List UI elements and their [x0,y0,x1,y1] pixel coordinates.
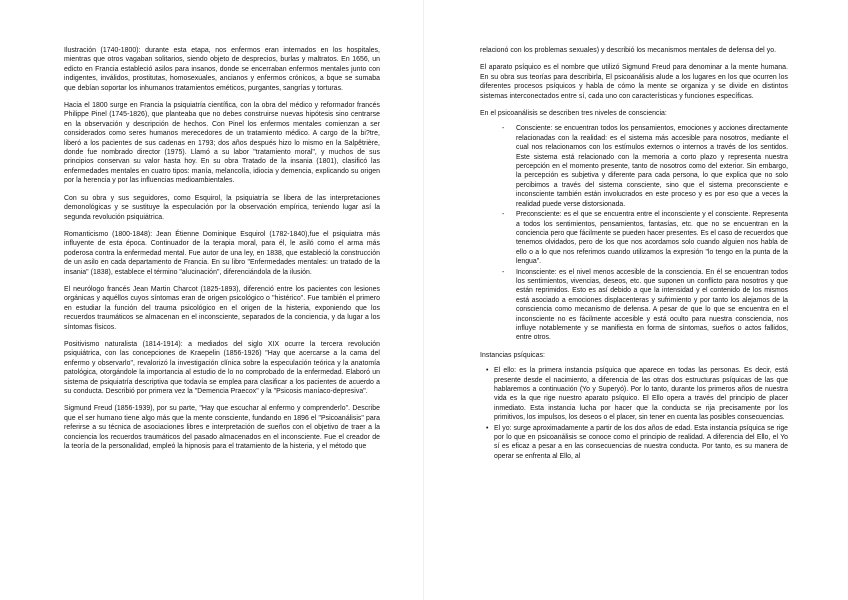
list-item-preconsciente: - Preconsciente: es el que se encuentra entre el inconsciente y el consciente. Representa a todos los sentimientos, pensamientos, fantasías, etc. que no se encuentran en la conciencia pero que fácilmente se pueden hacer presentes. Es el caso de recuerdos que tenemos olvidados, pero de los que nos acordamos solo cuando alguien nos habla de ello o a lo que nos referimos cuando utilizamos la expresión "lo tengo en la punta de la lengua". [502,210,788,266]
instances-list [480,366,788,461]
paragraph-charcot: El neurólogo francés Jean Martin Charcot (1825-1893), diferenció entre los pacientes con lesiones orgánicas y aquéllos cuyos síntomas eran de origen psicológico o "histérico". Fue también el primero en estudiar la función del trauma psicológico en el origen de la histeria, exponiendo que los recuerdos traumáticos se almacenan en el inconsciente, separados de la conciencia, y da lugar a los síntomas físicos. [64,285,380,331]
list-item-inconsciente: - Inconsciente: es el nivel menos accesible de la consciencia. En él se encuentran todos los sentimientos, vivencias, deseos, etc. que suponen un conflicto para nosotros y que están reprimidos. Esto es así debido a que la intensidad y el contenido de los mismos está asociado a emociones displacenteras y sufrimiento y por tanto los alejamos de la consciencia como mecanismo de defensa. A pesar de que lo que se encuentra en el inconsciente no es fácilmente accesible y está oculto para nuestra consciencia, nos influye notablemente y se manifiesta en forma de síntomas, sueños o actos fallidos, entre otros. [502,268,788,343]
paragraph-esquirol-obra: Con su obra y sus seguidores, como Esquirol, la psiquiatría se libera de las interpretaciones demonológicas y se sustituye la especulación por la observación empírica, teniendo lugar así la segunda revolución psiquiátrica. [64,194,380,221]
paragraph-continuation: relacionó con los problemas sexuales) y describió los mecanismos mentales de defensa del yo. [480,47,777,54]
instances-heading: Instancias psíquicas: [480,351,546,359]
paragraph-ilustracion: Ilustración (1740-1800): durante esta etapa, nos enfermos eran internados en los hospitales, mientras que otros vagaban solitarios, siendo objeto de desprecios, burlas y maltratos. En 1656, un edicto en Francia estableció asilos para insanos, donde se encerraban enfermos mentales junto con indigentes, inválidos, prostitutas, homosexuales, ancianos y enfermos crónicos, a bque se sumaba que debían soportar los inhumanos tratamientos eméticos, purgantes, sangrías y torturas. [64,47,380,92]
levels-list [480,124,788,342]
list-item-ello: • El ello: es la primera instancia psíquica que aparece en todas las personas. Es decir, está presente desde el nacimiento, a diferencia de las otras dos estructuras psíquicas de las que hablaremos a continuación (Yo y Superyó). Por lo tanto, durante los primeros años de nuestra vida es la que rige nuestro aparato psíquico. El Ello opera a través del principio de placer inmediato. Esta instancia lucha por hacer que la conducta se rija precisamente por los primitivos, los impulsos, los deseos o el placer, sin tener en cuenta las posibles consecuencias. [486,366,788,422]
paragraph-aparato-psiquico: El aparato psíquico es el nombre que utilizó Sigmund Freud para denominar a la mente humana. En su obra sus teorías para describirla, El psicoanálisis alude a los lugares en los que ocurren los diferentes procesos psíquicos y habla de cómo la mente se organiza y se divide en distintos sistemas interconectados entre sí, cada uno con características y funciones específicas. [480,64,788,100]
list-item-yo: • El yo: surge aproximadamente a partir de los dos años de edad. Esta instancia psíquica se rige por lo que en psicoanálisis se conoce como el principio de realidad. A diferencia del Ello, el Yo sí es eficaz a pesar a en las consecuencias de nuestra conducta. Por tanto, es su manera de operar se enfrenta al Ello, al [486,424,788,462]
list-item-consciente: - Consciente: se encuentran todos los pensamientos, emociones y acciones directamente relacionadas con la realidad: es el sistema más accesible para nosotros, mediante el cual nos relacionamos con los estímulos externos o internos a través de los sentidos. Este sistema está relacionado con la memoria a corto plazo y representa nuestra percepción en el momento presente, tanto de nosotros como del exterior. Sin embargo, la percepción es subjetiva y diferente para cada persona, lo que explica que no solo percibimos a través del sistema consciente, sino que el sistema preconsciente e inconsciente también están involucrados en este proceso y es por eso que a veces la realidad puede verse distorsionada. [502,124,788,209]
right-page [424,0,848,600]
paragraph-romanticismo: Romanticismo (1800-1848): Jean Étienne Dominique Esquirol (1782-1840),fue el psiquiatra más influyente de esta época. Continuador de la terapia moral, para él, le asiló como el arma más poderosa contra la enfermedad mental. Fue autor de una ley, en 1838, que estableció la construcción de un asilo en cada departamento de Francia. En su libro "Enfermedades mentales: un tratado de la insania" (1838), establece el término "alucinación", diferenciándola de la ilusión. [64,230,380,276]
levels-heading: En el psicoanálisis se describen tres niveles de consciencia: [480,110,667,118]
paragraph-positivismo: Positivismo naturalista (1814-1914): a mediados del siglo XIX ocurre la tercera revolución psiquiátrica, con las concepciones de Kraepelin (1856-1926) "Hay que acercarse a la cama del enfermo y observarlo", revalorizó la investigación clínica sobre la especulación teórica y la anatomía patológica, otorgándole la importancia al estudio de lo no comprobado de la enfermedad. Elaboró un sistema de psiquiatría descriptiva que todavía se emplea para clasificar a los pacientes de acuerdo a su conducta. Describió por primera vez la "Demencia Praecox" y la "Psicosis maníaco-depresiva". [64,340,380,395]
paragraph-pinel: Hacia el 1800 surge en Francia la psiquiatría científica, con la obra del médico y reformador francés Philippe Pinel (1745-1826), que planteaba que no debes construirse nuevas hipótesis sino centrarse en la observación y descripción de hechos. Con Pinel los enfermos mentales comienzan a ser considerados como seres humanos merecedores de un tratamiento médico. A cargo de la bi?tre, liberó a los pacientes de sus cadenas en 1793; dos años después hizo lo mismo en la Salpêtrière, donde fue nombrado director (1975). Llamó a su labor "tratamiento moral", y muchos de sus principios conservan su valor hasta hoy. En su obra Tratado de la insania (1801), clasificó las enfermedades mentales en cuatro tipos: manía, melancolía, idiocia y demencia, explicando su origen por la herencia y por las influencias medioambientales. [64,102,380,185]
paragraph-freud: Sigmund Freud (1856-1939), por su parte, "Hay que escuchar al enfermo y comprenderlo". Describe que el ser humano tiene algo más que la mente consciente, fundando en 1896 el "Psicoanálisis" para referirse a su técnica de asociaciones libres e interpretación de sueños con el objetivo de traer a la conciencia los recuerdos traumáticos del pasado almacenados en el inconsciente. Fue el creador de la teoría de la personalidad, empleó la hipnosis para el tratamiento de la histeria, y el método que [64,405,380,451]
